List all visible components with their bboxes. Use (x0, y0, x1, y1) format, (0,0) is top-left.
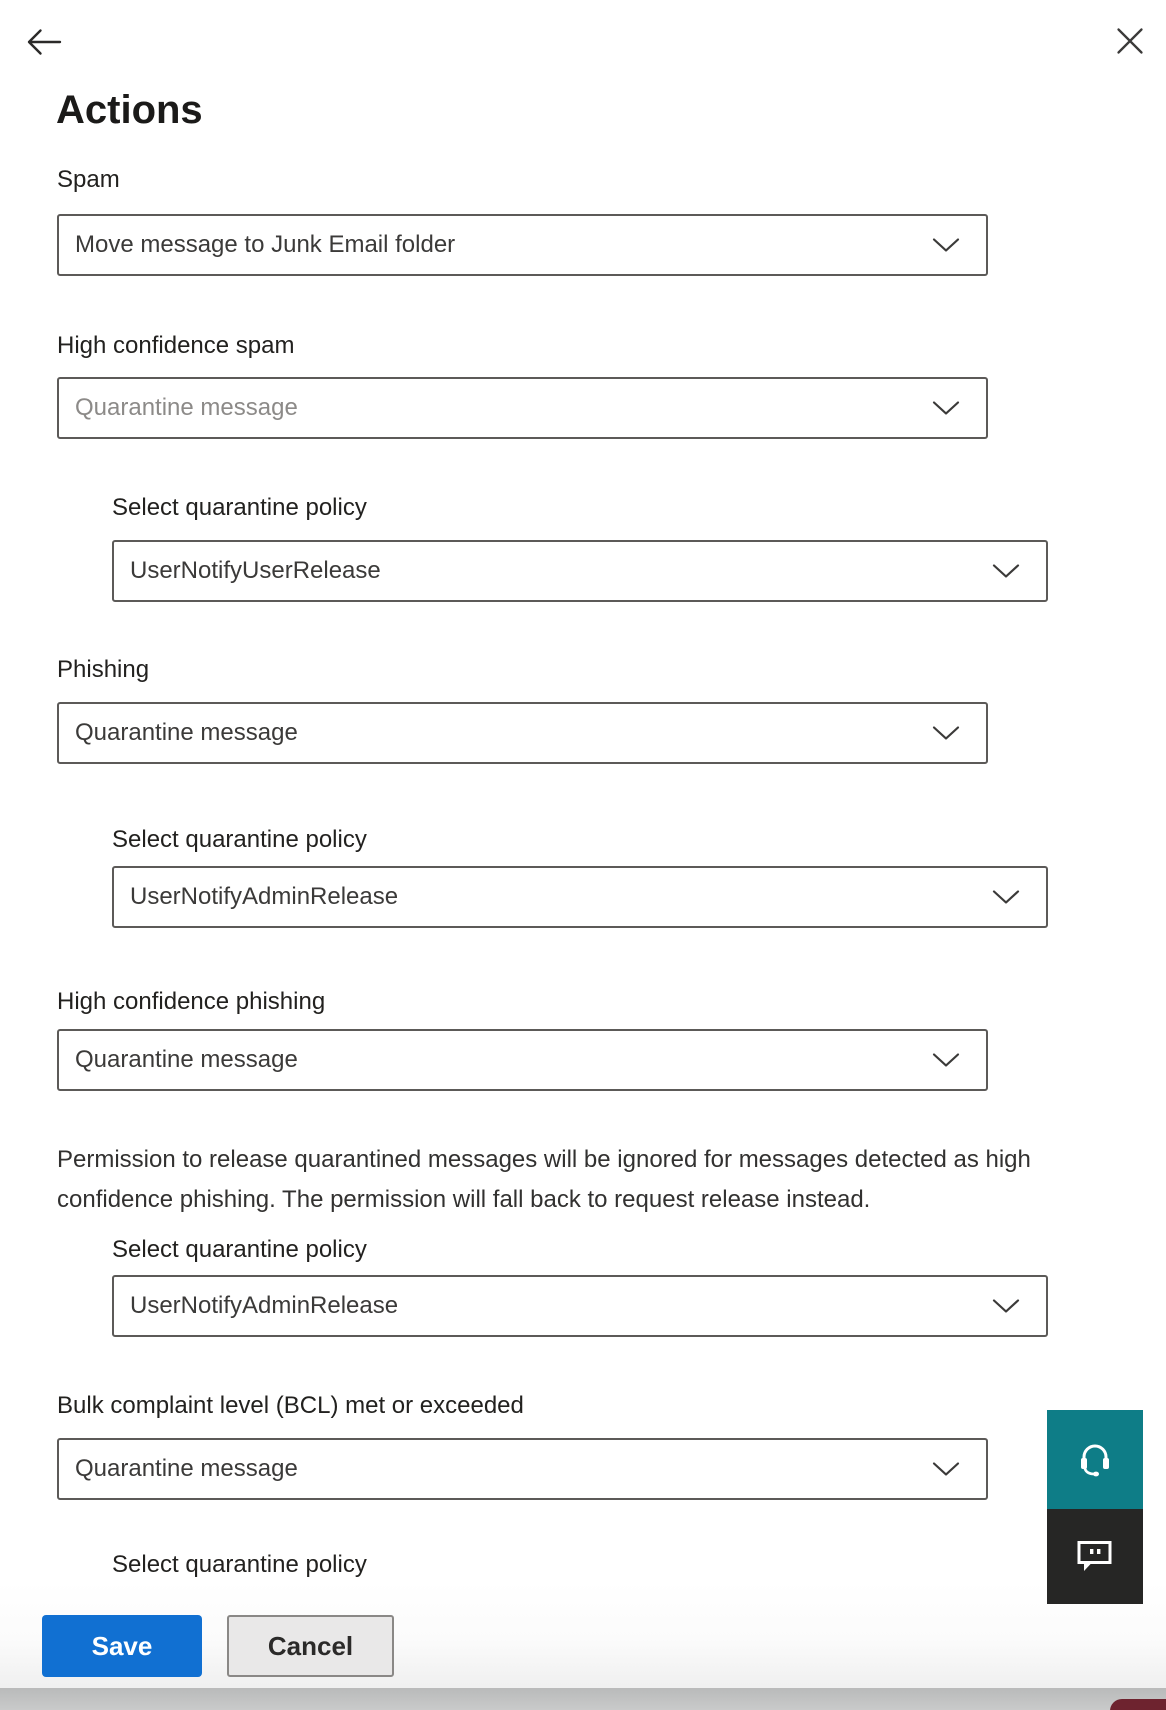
chevron-down-icon (932, 1053, 960, 1068)
bcl-dropdown-value: Quarantine message (75, 1455, 298, 1482)
cancel-button[interactable]: Cancel (227, 1615, 394, 1677)
phishing-dropdown[interactable] (57, 702, 988, 764)
hcs-quarantine-policy-value: UserNotifyUserRelease (130, 557, 381, 584)
feedback-button[interactable] (1047, 1509, 1143, 1604)
hcp-permission-note: Permission to release quarantined messages will be ignored for messages detected as high confidence phishing. The permission will fall back to request release instead. (57, 1146, 1031, 1213)
chevron-down-icon (932, 238, 960, 253)
high-confidence-spam-label: High confidence spam (57, 332, 295, 359)
hcs-quarantine-policy-dropdown[interactable] (112, 540, 1048, 602)
help-button[interactable] (1047, 1410, 1143, 1509)
phishing-quarantine-policy-value: UserNotifyAdminRelease (130, 883, 399, 910)
back-button[interactable] (22, 22, 66, 62)
feedback-chat-icon (1077, 1540, 1113, 1574)
high-confidence-spam-dropdown[interactable] (57, 377, 988, 439)
bottom-scroll-strip (0, 1688, 1166, 1710)
hcp-quarantine-policy-dropdown[interactable] (112, 1275, 1048, 1337)
phishing-quarantine-policy-dropdown[interactable] (112, 866, 1048, 928)
chevron-down-icon (992, 890, 1020, 905)
chevron-down-icon (992, 564, 1020, 579)
page-title: Actions (56, 88, 203, 132)
headset-icon (1076, 1440, 1114, 1480)
arrow-left-icon (26, 27, 62, 57)
high-confidence-spam-dropdown-value: Quarantine message (75, 394, 298, 421)
phishing-dropdown-value: Quarantine message (75, 719, 298, 746)
spam-dropdown-value: Move message to Junk Email folder (75, 231, 456, 258)
hcp-quarantine-policy-label: Select quarantine policy (112, 1236, 367, 1263)
close-button[interactable] (1108, 20, 1152, 62)
bcl-label: Bulk complaint level (BCL) met or exceeded (57, 1392, 524, 1419)
bottom-corner-artifact (1110, 1699, 1166, 1710)
chevron-down-icon (932, 401, 960, 416)
high-confidence-phishing-dropdown-value: Quarantine message (75, 1046, 298, 1073)
bcl-dropdown[interactable] (57, 1438, 988, 1500)
high-confidence-phishing-dropdown[interactable] (57, 1029, 988, 1091)
save-button[interactable]: Save (42, 1615, 202, 1677)
chevron-down-icon (932, 1462, 960, 1477)
spam-label: Spam (57, 166, 120, 193)
chevron-down-icon (992, 1299, 1020, 1314)
hcp-quarantine-policy-value: UserNotifyAdminRelease (130, 1292, 399, 1319)
high-confidence-phishing-label: High confidence phishing (57, 988, 326, 1015)
close-icon (1116, 27, 1144, 55)
phishing-label: Phishing (57, 656, 150, 683)
phishing-quarantine-policy-label: Select quarantine policy (112, 826, 367, 853)
chevron-down-icon (932, 726, 960, 741)
spam-dropdown[interactable] (57, 214, 988, 276)
hcs-quarantine-policy-label: Select quarantine policy (112, 494, 367, 521)
bcl-quarantine-policy-label: Select quarantine policy (112, 1551, 367, 1578)
